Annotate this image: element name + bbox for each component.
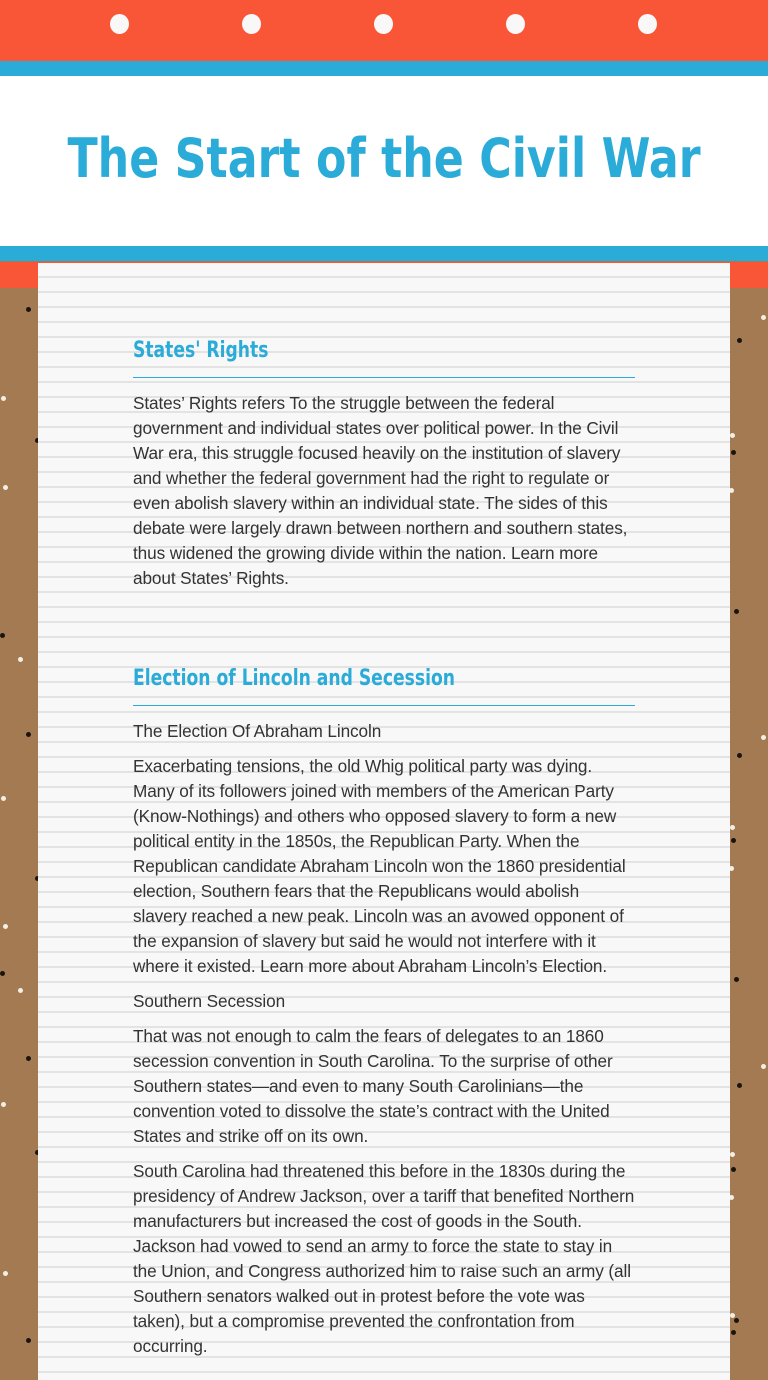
decor-dot xyxy=(734,609,739,614)
decor-dot xyxy=(3,1271,8,1276)
decor-dot xyxy=(731,1330,736,1335)
decor-dot xyxy=(737,1083,742,1088)
subheading-secession: Southern Secession xyxy=(133,991,286,1011)
decor-dot xyxy=(26,1056,31,1061)
section-election-secession xyxy=(133,663,635,1359)
binder-hole-icon xyxy=(242,14,261,34)
decor-dot xyxy=(761,315,766,320)
header-top-stripe xyxy=(0,61,768,76)
header-bottom-stripe xyxy=(0,246,768,261)
decor-dot xyxy=(730,1152,735,1157)
decor-dot xyxy=(731,450,736,455)
decor-dot xyxy=(730,1313,735,1318)
section-title: Election of Lincoln and Secession xyxy=(133,666,455,691)
decor-dot xyxy=(3,485,8,490)
decor-dot xyxy=(18,988,23,993)
decor-dot xyxy=(1,396,6,401)
decor-dot xyxy=(18,657,23,662)
section-states-rights xyxy=(133,335,635,591)
decor-dot xyxy=(3,924,8,929)
decor-dot xyxy=(26,732,31,737)
decor-dot xyxy=(731,1167,736,1172)
paragraph: States’ Rights refers To the struggle between the federal government and individual states over political power. In the Civil War era, this struggle focused heavily on the institution of slavery and whether the federal government had the right to regulate or even abolish slavery within an individual state. The sides of this debate were largely drawn between northern and southern states, thus widened the growing divide within the nation. Learn more about States’ Rights. xyxy=(133,393,628,588)
paragraph: South Carolina had threatened this before in the 1830s during the presidency of Andrew Jackson, over a tariff that benefited Northern manufacturers but increased the cost of goods in the South. Jackson had vowed to send an army to force the state to stay in the Union, and Congress authorized him to raise such an army (all Southern senators walked out in protest before the vote was taken), but a compromise prevented the confrontation from occurring. xyxy=(133,1161,635,1356)
decor-dot xyxy=(731,838,736,843)
page-title: The Start of the Civil War xyxy=(67,126,701,190)
subheading-election: The Election Of Abraham Lincoln xyxy=(133,721,382,741)
article-content xyxy=(133,335,635,1369)
paragraph: That was not enough to calm the fears of delegates to an 1860 secession convention in South Carolina. To the surprise of other Southern states—and even to many South Carolinians—the convention voted to dissolve the state’s contract with the United States and strike off on its own. xyxy=(133,1026,613,1146)
decor-dot xyxy=(737,753,742,758)
section-title: States' Rights xyxy=(133,338,269,363)
decor-dot xyxy=(1,796,6,801)
decor-dot xyxy=(26,307,31,312)
binder-hole-icon xyxy=(506,14,525,34)
decor-dot xyxy=(737,338,742,343)
paragraph: Exacerbating tensions, the old Whig political party was dying. Many of its followers joined with members of the American Party (Know-Nothings) and others who opposed slavery to form a new political entity in the 1850s, the Republican Party. When the Republican candidate Abraham Lincoln won the 1860 presidential election, Southern fears that the Republicans would abolish slavery reached a new peak. Lincoln was an avowed opponent of the expansion of slavery but said he would not interfere with it where it existed. Learn more about Abraham Lincoln’s Election. xyxy=(133,756,626,976)
section-divider xyxy=(133,705,635,706)
decor-dot xyxy=(730,825,735,830)
decor-dot xyxy=(730,433,735,438)
binder-top-band xyxy=(0,0,768,61)
decor-dot xyxy=(1,1102,6,1107)
decor-dot xyxy=(0,633,5,638)
binder-hole-icon xyxy=(374,14,393,34)
decor-dot xyxy=(0,971,5,976)
decor-dot xyxy=(26,1338,31,1343)
decor-dot xyxy=(761,1064,766,1069)
decor-dot xyxy=(734,977,739,982)
binder-hole-icon xyxy=(110,14,129,34)
decor-dot xyxy=(734,1318,739,1323)
section-divider xyxy=(133,377,635,378)
decor-dot xyxy=(761,735,766,740)
page-header xyxy=(0,76,768,246)
notebook-paper xyxy=(38,263,730,1380)
binder-hole-icon xyxy=(638,14,657,34)
